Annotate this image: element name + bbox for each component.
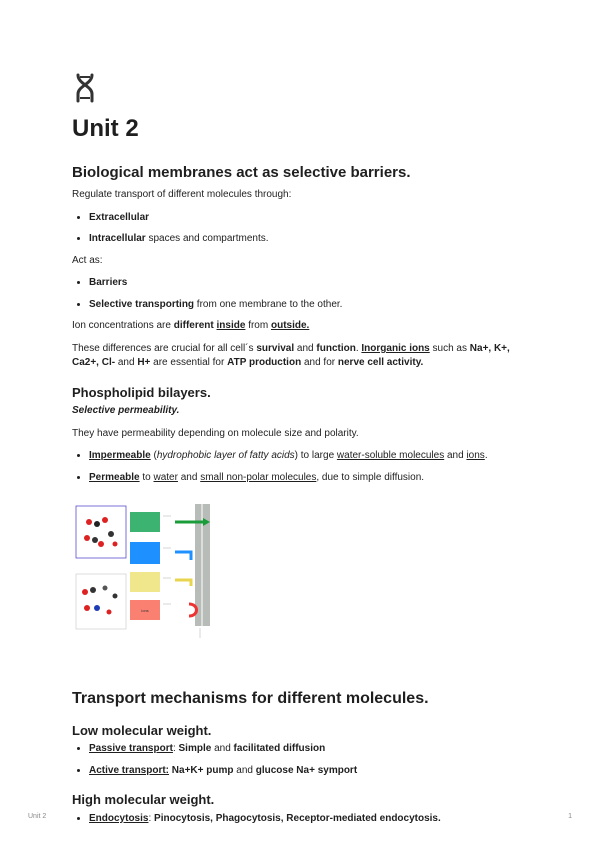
selective-permeability-subheading: Selective permeability.	[72, 405, 180, 417]
category-box-blue	[130, 542, 160, 564]
list-item: • Impermeable (hydrophobic layer of fatty acids) to large water-soluble molecules and ions.	[89, 449, 532, 464]
category-box-yellow	[130, 572, 160, 592]
regulate-text: Regulate transport of different molecules through:	[72, 189, 292, 201]
arrow-blue-icon	[175, 552, 191, 560]
permeability-text: They have permeability depending on molecule size and polarity.	[72, 427, 359, 439]
high-weight-heading: High molecular weight.	[72, 792, 215, 808]
list-item: • Endocytosis: Pinocytosis, Phagocytosis, Receptor-mediated endocytosis.	[89, 812, 532, 827]
section2-heading: Phospholipid bilayers.	[72, 384, 211, 400]
differences-text: These differences are crucial for all cell´s survival and function. Inorganic ions such as Na+, K+, Ca2+, Cl- and H+ are essential for ATP production and for nerve cell activity.	[72, 342, 510, 369]
arrow-red-icon	[189, 604, 197, 616]
act-as-text: Act as:	[72, 254, 103, 266]
category-box-green	[130, 512, 160, 532]
high-weight-list	[72, 812, 532, 827]
molecules-panel-bottom	[76, 574, 126, 629]
low-weight-list	[72, 742, 532, 778]
dna-icon	[72, 72, 98, 104]
permeability-list	[72, 449, 532, 485]
list-item: • Active transport: Na+K+ pump and glucose Na+ symport	[89, 764, 532, 779]
list-item: • Intracellular spaces and compartments.	[89, 232, 532, 247]
section1-heading: Biological membranes act as selective barriers.	[72, 164, 411, 182]
ions-label: ions	[141, 608, 149, 614]
membrane-permeability-figure	[75, 504, 220, 644]
list-item: • Extracellular	[89, 211, 532, 226]
page-title: Unit 2	[72, 115, 139, 142]
footer-title: Unit 2	[28, 813, 47, 820]
compartment-list	[72, 211, 532, 247]
list-item: • Barriers	[89, 276, 532, 291]
list-item: • Selective transporting from one membrane to the other.	[89, 298, 532, 313]
arrow-yellow-icon	[175, 580, 191, 586]
page-number: 1	[568, 813, 572, 820]
section3-heading: Transport mechanisms for different molecules.	[72, 690, 429, 708]
list-item: • Permeable to water and small non-polar molecules, due to simple diffusion.	[89, 471, 532, 486]
molecules-panel-top	[76, 506, 126, 558]
ion-concentration-text: Ion concentrations are different inside from outside.	[72, 320, 310, 332]
page-content	[72, 72, 532, 833]
low-weight-heading: Low molecular weight.	[72, 722, 212, 738]
list-item: • Passive transport: Simple and facilitated diffusion	[89, 742, 532, 757]
act-as-list	[72, 276, 532, 312]
